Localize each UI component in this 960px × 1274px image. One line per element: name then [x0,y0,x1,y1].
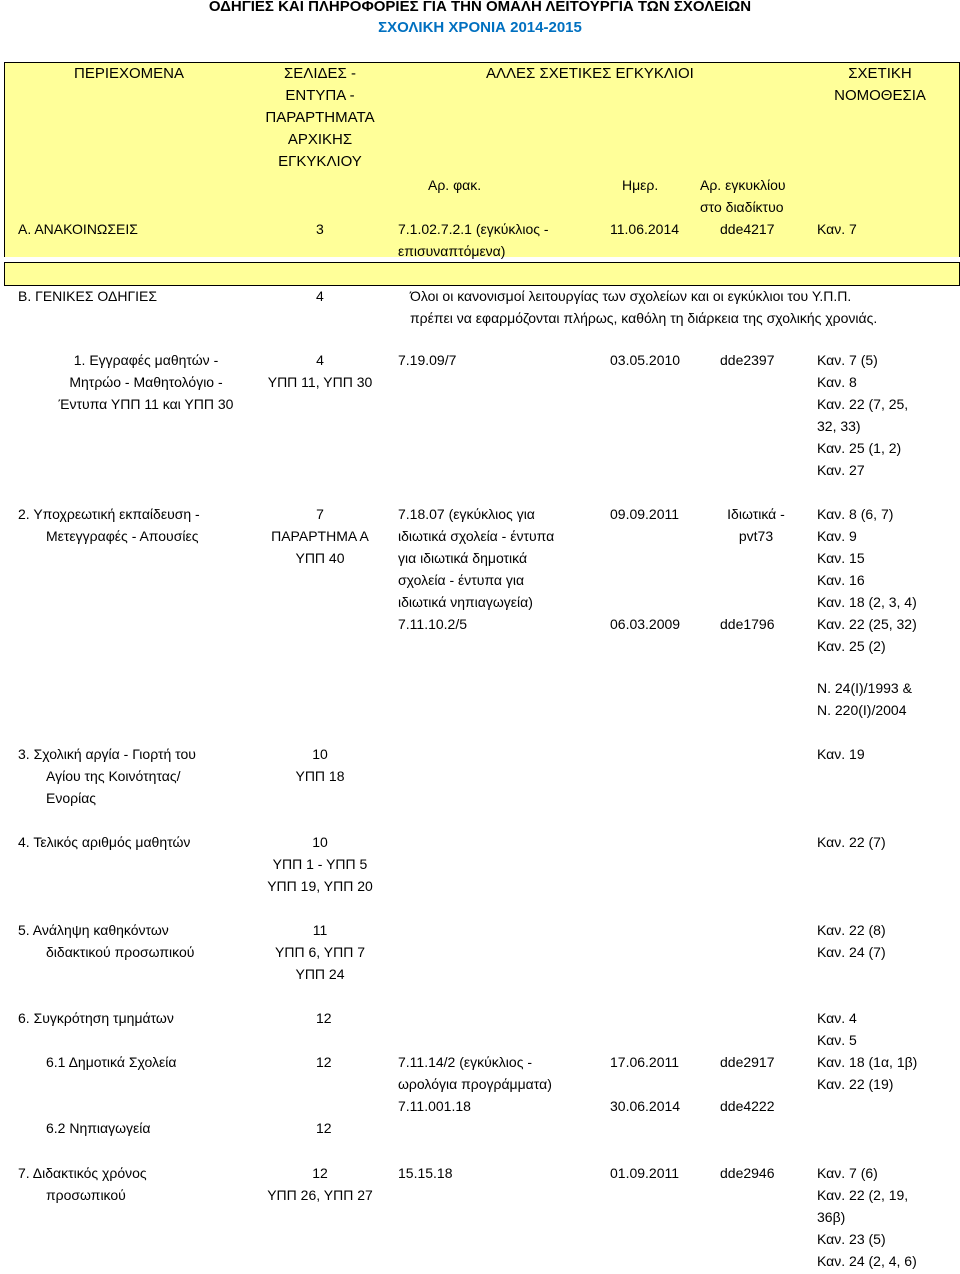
row7-net: dde2946 [720,1165,775,1181]
row1-net: dde2397 [720,352,775,368]
header-other: ΑΛΛΕΣ ΣΧΕΤΙΚΕΣ ΕΓΚΥΚΛΙΟΙ [486,65,694,82]
row7-law: Καν. 7 (6) Καν. 22 (2, 19, 36β) Καν. 23 (5) Καν. 24 (2, 4, 6) [817,1165,917,1269]
row4-pages: 10 ΥΠΠ 1 - ΥΠΠ 5 ΥΠΠ 19, ΥΠΠ 20 [267,834,373,894]
section-a-net: dde4217 [720,221,775,237]
section-a-fak: 7.1.02.7.2.1 (εγκύκλιος - επισυναπτόμενα) [398,221,549,259]
row1-pages: 4 ΥΠΠ 11, ΥΠΠ 30 [267,352,373,390]
row6-sub1-net: dde2917 [720,1054,775,1070]
row5-pages: 11 ΥΠΠ 6, ΥΠΠ 7 ΥΠΠ 24 [275,922,365,982]
section-b-label: Β. ΓΕΝΙΚΕΣ ΟΔΗΓΙΕΣ [18,288,158,304]
row6-sub1-date2: 30.06.2014 [610,1098,681,1114]
row6-page: 12 [316,1010,332,1026]
row6-sub1-title: 6.1 Δημοτικά Σχολεία [46,1054,177,1070]
row7-title: 7. Διδακτικός χρόνος προσωπικού [18,1165,147,1203]
header-ar-fak: Αρ. φακ. [428,177,482,193]
row2-date2: 06.03.2009 [610,616,681,632]
row6-sub2-page: 12 [316,1120,332,1136]
row7-pages: 12 ΥΠΠ 26, ΥΠΠ 27 [267,1165,373,1203]
section-b-page: 4 [316,288,324,304]
row2-pages: 7 ΠΑΡΑΡΤΗΜΑ Α ΥΠΠ 40 [271,506,369,566]
row7-fak: 15.15.18 [398,1165,453,1181]
row2-law: Καν. 8 (6, 7) Καν. 9 Καν. 15 Καν. 16 Καν. 18 (2, 3, 4) Καν. 22 (25, 32) Καν. 25 (2) [817,506,917,654]
row6-sub1-fak2: 7.11.001.18 [398,1098,471,1114]
row6-title: 6. Συγκρότηση τμημάτων [18,1010,174,1026]
header-pages: ΣΕΛΙΔΕΣ - ΕΝΤΥΠΑ - ΠΑΡΑΡΤΗΜΑΤΑ ΑΡΧΙΚΗΣ ΕΓΚΥΚΛΙΟΥ [265,65,375,170]
row2-net2: dde1796 [720,616,775,632]
school-year: ΣΧΟΛΙΚΗ ΧΡΟΝΙΑ 2014-2015 [378,19,582,36]
row6-sub1-page: 12 [316,1054,332,1070]
row2-net: Ιδιωτικά - pvt73 [727,506,785,544]
section-b-band [4,262,960,286]
row2-fak2: 7.11.10.2/5 [398,616,468,632]
row4-title: 4. Τελικός αριθμός μαθητών [18,834,191,850]
row7-date: 01.09.2011 [610,1165,680,1181]
section-b-text2: πρέπει να εφαρμόζονται πλήρως, καθόλη τη διάρκεια της σχολικής χρονιάς. [410,310,878,326]
row1-fak: 7.19.09/7 [398,352,457,368]
header-ar-egk: Αρ. εγκυκλίου στο διαδίκτυο [700,177,786,215]
row1-date: 03.05.2010 [610,352,681,368]
section-a-date: 11.06.2014 [610,221,680,237]
section-a-label: Α. ΑΝΑΚΟΙΝΩΣΕΙΣ [18,221,138,237]
row2-title: 2. Υποχρεωτική εκπαίδευση - Μετεγγραφές - Απουσίες [18,506,200,544]
section-a-law: Καν. 7 [817,221,857,237]
row3-title: 3. Σχολική αργία - Γιορτή του Αγίου της Κοινότητας/ Ενορίας [18,746,196,806]
row6-sub1-date: 17.06.2011 [610,1054,680,1070]
document-title: ΟΔΗΓΙΕΣ ΚΑΙ ΠΛΗΡΟΦΟΡΙΕΣ ΓΙΑ ΤΗΝ ΟΜΑΛΗ ΛΕΙΤΟΥΡΓΙΑ ΤΩΝ ΣΧΟΛΕΙΩΝ [208,0,752,15]
row3-law: Καν. 19 [817,746,865,762]
row2-law2: Ν. 24(Ι)/1993 & Ν. 220(Ι)/2004 [817,680,912,718]
header-imer: Ημερ. [622,177,659,193]
row5-title: 5. Ανάληψη καθηκόντων διδακτικού προσωπικού [18,922,195,960]
row6-law: Καν. 4 Καν. 5 Καν. 18 (1α, 1β) Καν. 22 (19) [817,1010,918,1092]
row2-fak: 7.18.07 (εγκύκλιος για ιδιωτικά σχολεία - έντυπα για ιδιωτικά δημοτικά σχολεία - έντυπα για ιδιωτικά νηπιαγωγεία) [398,506,555,610]
row3-pages: 10 ΥΠΠ 18 [295,746,345,784]
row6-sub1-net2: dde4222 [720,1098,775,1114]
row2-date: 09.09.2011 [610,506,680,522]
row6-sub2-title: 6.2 Νηπιαγωγεία [46,1120,151,1136]
row6-sub1-fak: 7.11.14/2 (εγκύκλιος - ωρολόγια προγράμματα) [398,1054,552,1092]
row1-law: Καν. 7 (5) Καν. 8 Καν. 22 (7, 25, 32, 33) Καν. 25 (1, 2) Καν. 27 [817,352,909,478]
section-a-page: 3 [316,221,324,237]
header-contents: ΠΕΡΙΕΧΟΜΕΝΑ [74,65,185,82]
row5-law: Καν. 22 (8) Καν. 24 (7) [817,922,886,960]
row4-law: Καν. 22 (7) [817,834,886,850]
header-law: ΣΧΕΤΙΚΗ ΝΟΜΟΘΕΣΙΑ [834,65,926,104]
section-b-text1: Όλοι οι κανονισμοί λειτουργίας των σχολείων και οι εγκύκλιοι του Υ.Π.Π. [410,288,852,304]
row1-title: 1. Εγγραφές μαθητών - Μητρώο - Μαθητολόγιο - Έντυπα ΥΠΠ 11 και ΥΠΠ 30 [58,352,234,412]
